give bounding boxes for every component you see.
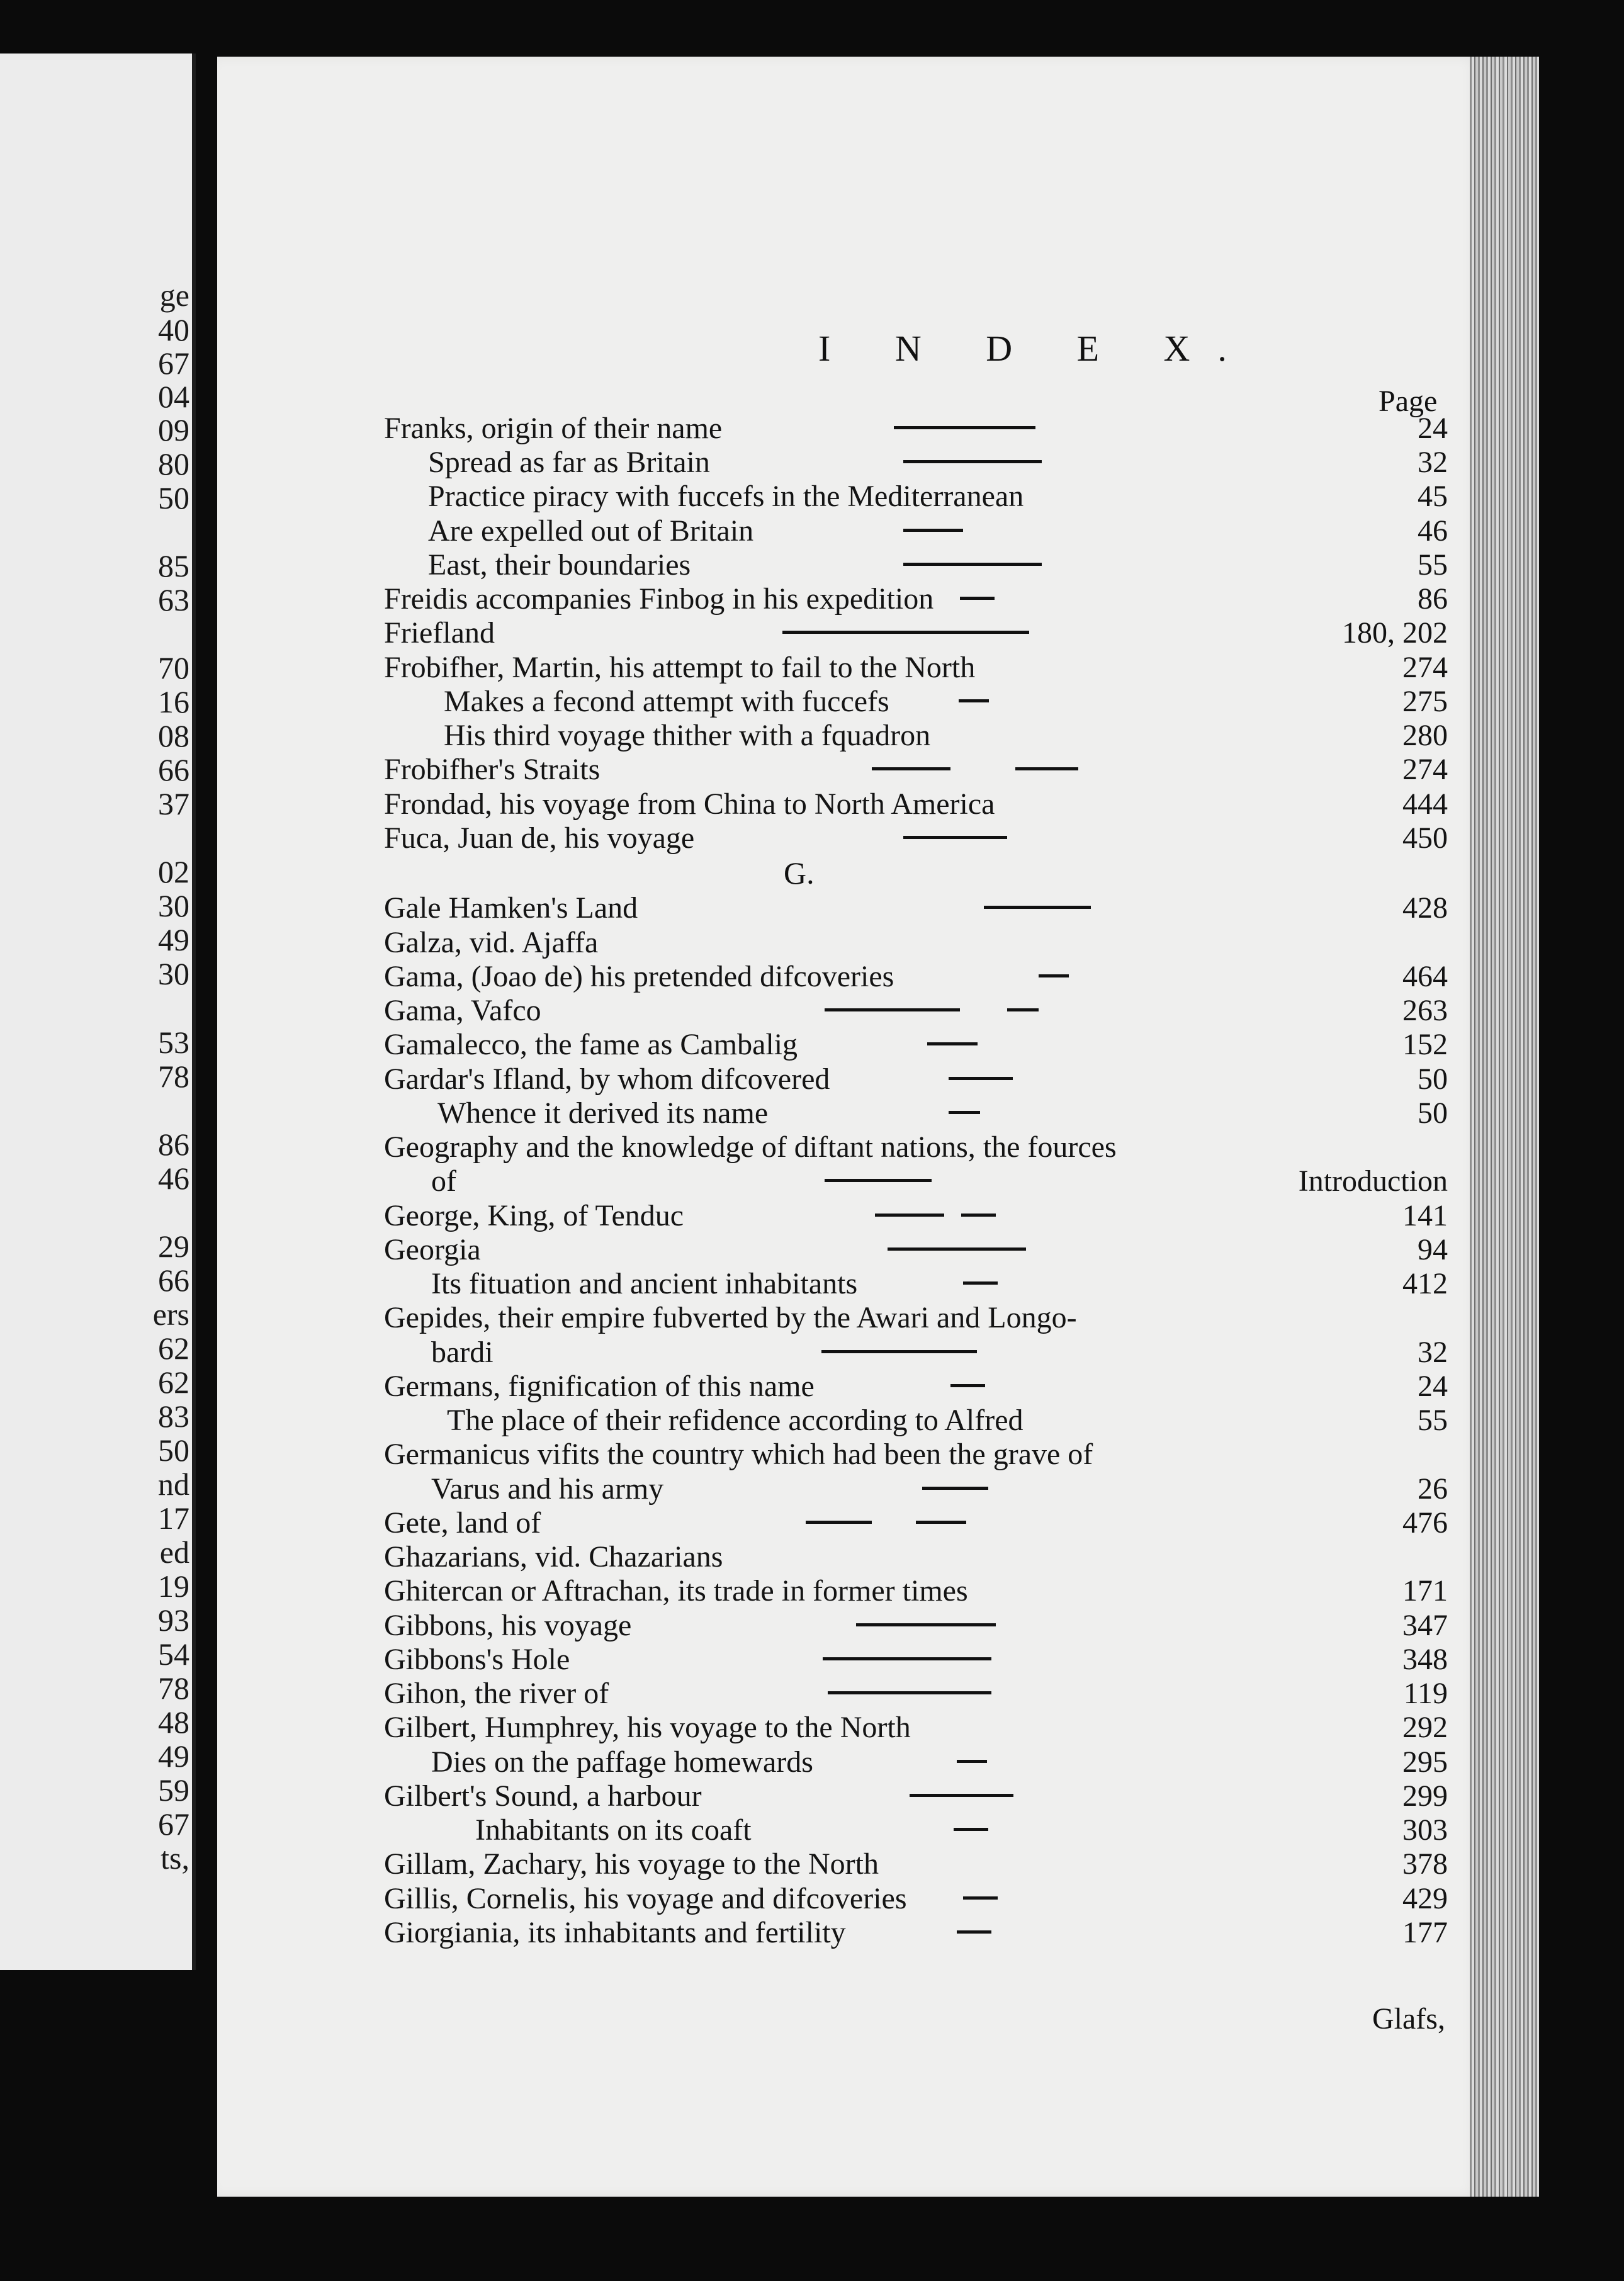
leader-dash <box>875 1214 944 1217</box>
margin-fragment: 66 <box>158 1263 189 1298</box>
index-entry <box>217 993 1479 1028</box>
index-entry <box>217 1642 1479 1677</box>
margin-fragment: 46 <box>158 1161 189 1196</box>
entry-page-number: 263 <box>1402 994 1448 1027</box>
margin-fragment: 70 <box>158 650 189 685</box>
margin-fragment: 83 <box>158 1399 189 1434</box>
leader-dash <box>963 1281 998 1285</box>
margin-fragment: 17 <box>158 1501 189 1536</box>
leader-dash <box>1007 1008 1039 1011</box>
index-entry <box>217 445 1479 480</box>
leader-dash <box>823 1657 961 1660</box>
margin-fragment: 50 <box>158 1433 189 1468</box>
leader-dash <box>821 1350 960 1353</box>
index-entry <box>217 1574 1479 1609</box>
entry-page-number: 55 <box>1418 548 1448 582</box>
leader-dash <box>927 1042 978 1045</box>
margin-fragment: ge <box>159 278 189 313</box>
index-entry <box>217 1369 1479 1404</box>
entry-page-number: 378 <box>1402 1847 1448 1881</box>
index-entry <box>217 1915 1479 1951</box>
leader-dash <box>957 1930 991 1934</box>
index-entry <box>217 1403 1479 1438</box>
leader-dash <box>963 1896 998 1900</box>
leader-dash <box>903 631 1029 634</box>
entry-text: Gibbons, his voyage <box>384 1609 632 1642</box>
entry-text: Whence it derived its name <box>437 1096 769 1130</box>
margin-fragment: 37 <box>158 786 189 821</box>
index-entry <box>217 1437 1479 1472</box>
index-entry <box>217 1062 1479 1097</box>
entry-page-number: 295 <box>1402 1745 1448 1779</box>
leader-dash <box>894 426 1035 429</box>
entry-text: Gamalecco, the fame as Cambalig <box>384 1028 798 1061</box>
margin-fragment: 85 <box>158 548 189 583</box>
entry-page-number: 180, 202 <box>1342 616 1448 650</box>
entry-page-number: 119 <box>1403 1677 1448 1710</box>
entry-page-number: 299 <box>1402 1779 1448 1813</box>
entry-page-number: 24 <box>1418 412 1448 445</box>
entry-page-number: 428 <box>1402 891 1448 925</box>
entry-text: Germanicus vifits the country which had been the grave of <box>384 1438 1093 1471</box>
margin-fragment: 48 <box>158 1704 189 1740</box>
margin-fragment: 59 <box>158 1772 189 1808</box>
index-entry <box>217 1847 1479 1882</box>
entry-text: East, their boundaries <box>428 548 691 582</box>
entry-page-number: 50 <box>1418 1096 1448 1130</box>
margin-fragment: 16 <box>158 684 189 719</box>
index-entry <box>217 548 1479 583</box>
entry-text: Gillis, Cornelis, his voyage and difcoveries <box>384 1882 907 1915</box>
margin-fragment: 49 <box>158 922 189 957</box>
index-entry <box>217 1745 1479 1780</box>
entry-page-number: 280 <box>1402 719 1448 752</box>
entry-page-number: 177 <box>1402 1916 1448 1949</box>
entry-text: Fuca, Juan de, his voyage <box>384 821 695 855</box>
entry-text: Its fituation and ancient inhabitants <box>431 1267 858 1300</box>
leader-dash <box>1015 767 1078 770</box>
leader-dash <box>950 1384 985 1387</box>
entry-page-number: 347 <box>1402 1609 1448 1642</box>
entry-page-number: 32 <box>1418 1336 1448 1369</box>
entry-text: Inhabitants on its coaft <box>475 1813 752 1847</box>
entry-text: Spread as far as Britain <box>428 446 710 479</box>
margin-fragment: ed <box>159 1535 189 1570</box>
entry-page-number: 275 <box>1402 685 1448 718</box>
entry-text: Giorgiania, its inhabitants and fertility <box>384 1916 846 1949</box>
entry-text: Freidis accompanies Finbog in his expedition <box>384 582 934 616</box>
margin-fragment: 30 <box>158 956 189 991</box>
leader-dash <box>903 460 1042 463</box>
entry-page-number: 476 <box>1402 1506 1448 1540</box>
entry-page-number: 26 <box>1418 1472 1448 1506</box>
entry-text: The place of their refidence according to Alfred <box>447 1404 1023 1437</box>
page-column-header: Page <box>1379 385 1438 418</box>
entry-page-number: 152 <box>1402 1028 1448 1061</box>
margin-fragment: 78 <box>158 1059 189 1094</box>
entry-page-number: 450 <box>1402 821 1448 855</box>
index-entry <box>217 514 1479 549</box>
index-entry <box>217 891 1479 926</box>
entry-text: Dies on the paffage homewards <box>431 1745 813 1779</box>
leader-dash <box>916 1521 966 1524</box>
leader-dash <box>949 1077 1013 1080</box>
leader-dash <box>806 1521 872 1524</box>
index-entry <box>217 1164 1479 1199</box>
index-entry <box>217 1096 1479 1131</box>
entry-page-number: 444 <box>1402 787 1448 821</box>
entry-text: George, King, of Tenduc <box>384 1199 684 1232</box>
section-heading-g: G. <box>784 855 815 891</box>
leader-dash <box>984 906 1091 909</box>
margin-fragment: 86 <box>158 1127 189 1162</box>
entry-page-number: 32 <box>1418 446 1448 479</box>
index-entry <box>217 752 1479 787</box>
leader-dash <box>961 1214 996 1217</box>
entry-text: Gale Hamken's Land <box>384 891 638 925</box>
index-entry <box>217 616 1479 651</box>
index-entry <box>217 684 1479 719</box>
index-entry <box>217 1198 1479 1234</box>
leader-dash <box>888 1248 1026 1251</box>
leader-dash <box>957 1760 987 1763</box>
entry-text: Makes a fecond attempt with fuccefs <box>444 685 889 718</box>
entry-page-number: 94 <box>1418 1233 1448 1266</box>
index-entry <box>217 959 1479 994</box>
margin-fragment: 02 <box>158 854 189 889</box>
entry-text: Georgia <box>384 1233 481 1266</box>
leader-dash <box>960 597 995 600</box>
entry-page-number: 46 <box>1418 514 1448 548</box>
leader-dash <box>910 1794 1013 1797</box>
entry-text: Gillam, Zachary, his voyage to the North <box>384 1847 879 1881</box>
margin-fragment: 63 <box>158 582 189 617</box>
entry-text: Are expelled out of Britain <box>428 514 754 548</box>
entry-page-number: 464 <box>1402 960 1448 993</box>
margin-fragment: 29 <box>158 1229 189 1264</box>
index-entry <box>217 1506 1479 1541</box>
index-page <box>217 57 1479 2197</box>
entry-page-number: Introduction <box>1298 1164 1448 1198</box>
margin-fragment: nd <box>158 1467 189 1502</box>
entry-text: Ghazarians, vid. Chazarians <box>384 1540 723 1574</box>
entry-text: Gardar's Ifland, by whom difcovered <box>384 1062 830 1096</box>
index-entry <box>217 925 1479 960</box>
entry-text: Friefland <box>384 616 495 650</box>
entry-page-number: 274 <box>1402 753 1448 786</box>
index-entry <box>217 1676 1479 1711</box>
entry-text: Franks, origin of their name <box>384 412 723 445</box>
leader-dash <box>954 1828 988 1831</box>
entry-text: Varus and his army <box>431 1472 664 1506</box>
leader-dash <box>961 1623 996 1626</box>
index-entry <box>217 1540 1479 1575</box>
entry-text: bardi <box>431 1336 493 1369</box>
entry-text: His third voyage thither with a fquadron <box>444 719 931 752</box>
entry-text: Gepides, their empire fubverted by the Awari and Longo- <box>384 1301 1077 1334</box>
leader-dash <box>872 767 950 770</box>
margin-fragment: 62 <box>158 1365 189 1400</box>
leader-dash <box>949 1111 980 1114</box>
index-entry <box>217 1266 1479 1302</box>
leader-dash <box>959 699 989 702</box>
index-entry <box>217 821 1479 856</box>
margin-fragment: 40 <box>158 312 189 347</box>
index-entry <box>217 787 1479 822</box>
page-edges <box>1470 57 1539 2197</box>
leader-dash <box>782 631 921 634</box>
entry-text: of <box>431 1164 456 1198</box>
entry-page-number: 24 <box>1418 1370 1448 1403</box>
catchword: Glafs, <box>1372 2002 1445 2036</box>
entry-page-number: 171 <box>1402 1574 1448 1608</box>
index-entry <box>217 1608 1479 1643</box>
index-entry <box>217 1335 1479 1370</box>
entry-text: Gete, land of <box>384 1506 541 1540</box>
entry-page-number: 303 <box>1402 1813 1448 1847</box>
entry-text: Gihon, the river of <box>384 1677 609 1710</box>
index-entry <box>217 1300 1479 1336</box>
index-entry <box>217 1881 1479 1917</box>
margin-fragment: 62 <box>158 1331 189 1366</box>
margin-fragment: 67 <box>158 1806 189 1842</box>
leader-dash <box>1039 974 1069 977</box>
leader-dash <box>903 529 963 532</box>
leader-dash <box>957 1657 991 1660</box>
entry-text: Germans, fignification of this name <box>384 1370 815 1403</box>
margin-fragment: 54 <box>158 1636 189 1672</box>
entry-text: Practice piracy with fuccefs in the Mediterranean <box>428 480 1024 513</box>
margin-fragment: 66 <box>158 752 189 787</box>
index-entry <box>217 1130 1479 1165</box>
entry-page-number: 55 <box>1418 1404 1448 1437</box>
margin-fragment: 08 <box>158 718 189 753</box>
entry-page-number: 274 <box>1402 651 1448 684</box>
margin-fragment: 19 <box>158 1569 189 1604</box>
index-entry <box>217 1472 1479 1507</box>
entry-text: Frondad, his voyage from China to North America <box>384 787 995 821</box>
index-entry <box>217 1779 1479 1814</box>
entry-text: Geography and the knowledge of diftant nations, the fources <box>384 1130 1117 1164</box>
margin-fragment: 49 <box>158 1738 189 1774</box>
margin-fragment: 04 <box>158 379 189 414</box>
entry-page-number: 50 <box>1418 1062 1448 1096</box>
entry-text: Gilbert, Humphrey, his voyage to the North <box>384 1711 911 1744</box>
index-entry <box>217 718 1479 753</box>
entry-page-number: 45 <box>1418 480 1448 513</box>
entry-page-number: 141 <box>1402 1199 1448 1232</box>
previous-page-strip <box>0 54 196 1970</box>
entry-page-number: 292 <box>1402 1711 1448 1744</box>
index-entry <box>217 1027 1479 1062</box>
leader-dash <box>903 836 1007 839</box>
margin-fragment: 53 <box>158 1025 189 1060</box>
index-entry <box>217 1232 1479 1268</box>
leader-dash <box>942 1350 977 1353</box>
entry-text: Gama, (Joao de) his pretended difcoveries <box>384 960 894 993</box>
leader-dash <box>825 1008 960 1011</box>
margin-fragment: 78 <box>158 1670 189 1706</box>
leader-dash <box>903 563 1042 566</box>
margin-fragment: 09 <box>158 412 189 448</box>
leader-dash <box>922 1487 988 1490</box>
entry-page-number: 86 <box>1418 582 1448 616</box>
entry-text: Gama, Vafco <box>384 994 541 1027</box>
leader-dash <box>941 1691 991 1694</box>
margin-fragment: 80 <box>158 446 189 482</box>
entry-page-number: 348 <box>1402 1643 1448 1676</box>
entry-text: Galza, vid. Ajaffa <box>384 926 599 959</box>
margin-fragment: 67 <box>158 346 189 381</box>
margin-fragment: ts, <box>161 1840 189 1876</box>
entry-text: Frobifher's Straits <box>384 753 601 786</box>
index-entry <box>217 650 1479 685</box>
entry-text: Frobifher, Martin, his attempt to fail to the North <box>384 651 976 684</box>
entry-page-number: 412 <box>1402 1267 1448 1300</box>
index-entry <box>217 582 1479 617</box>
index-entry <box>217 1710 1479 1745</box>
page-title: I N D E X. <box>818 328 1255 369</box>
entry-text: Gibbons's Hole <box>384 1643 570 1676</box>
entry-text: Gilbert's Sound, a harbour <box>384 1779 702 1813</box>
margin-fragment: ers <box>152 1297 189 1332</box>
index-entry <box>217 1813 1479 1848</box>
leader-dash <box>825 1179 932 1182</box>
margin-fragment: 50 <box>158 480 189 515</box>
index-entry <box>217 411 1479 446</box>
margin-fragment: 30 <box>158 888 189 923</box>
entry-page-number: 429 <box>1402 1882 1448 1915</box>
margin-fragment: 93 <box>158 1602 189 1638</box>
entry-text: Ghitercan or Aftrachan, its trade in former times <box>384 1574 968 1608</box>
index-entry <box>217 479 1479 514</box>
